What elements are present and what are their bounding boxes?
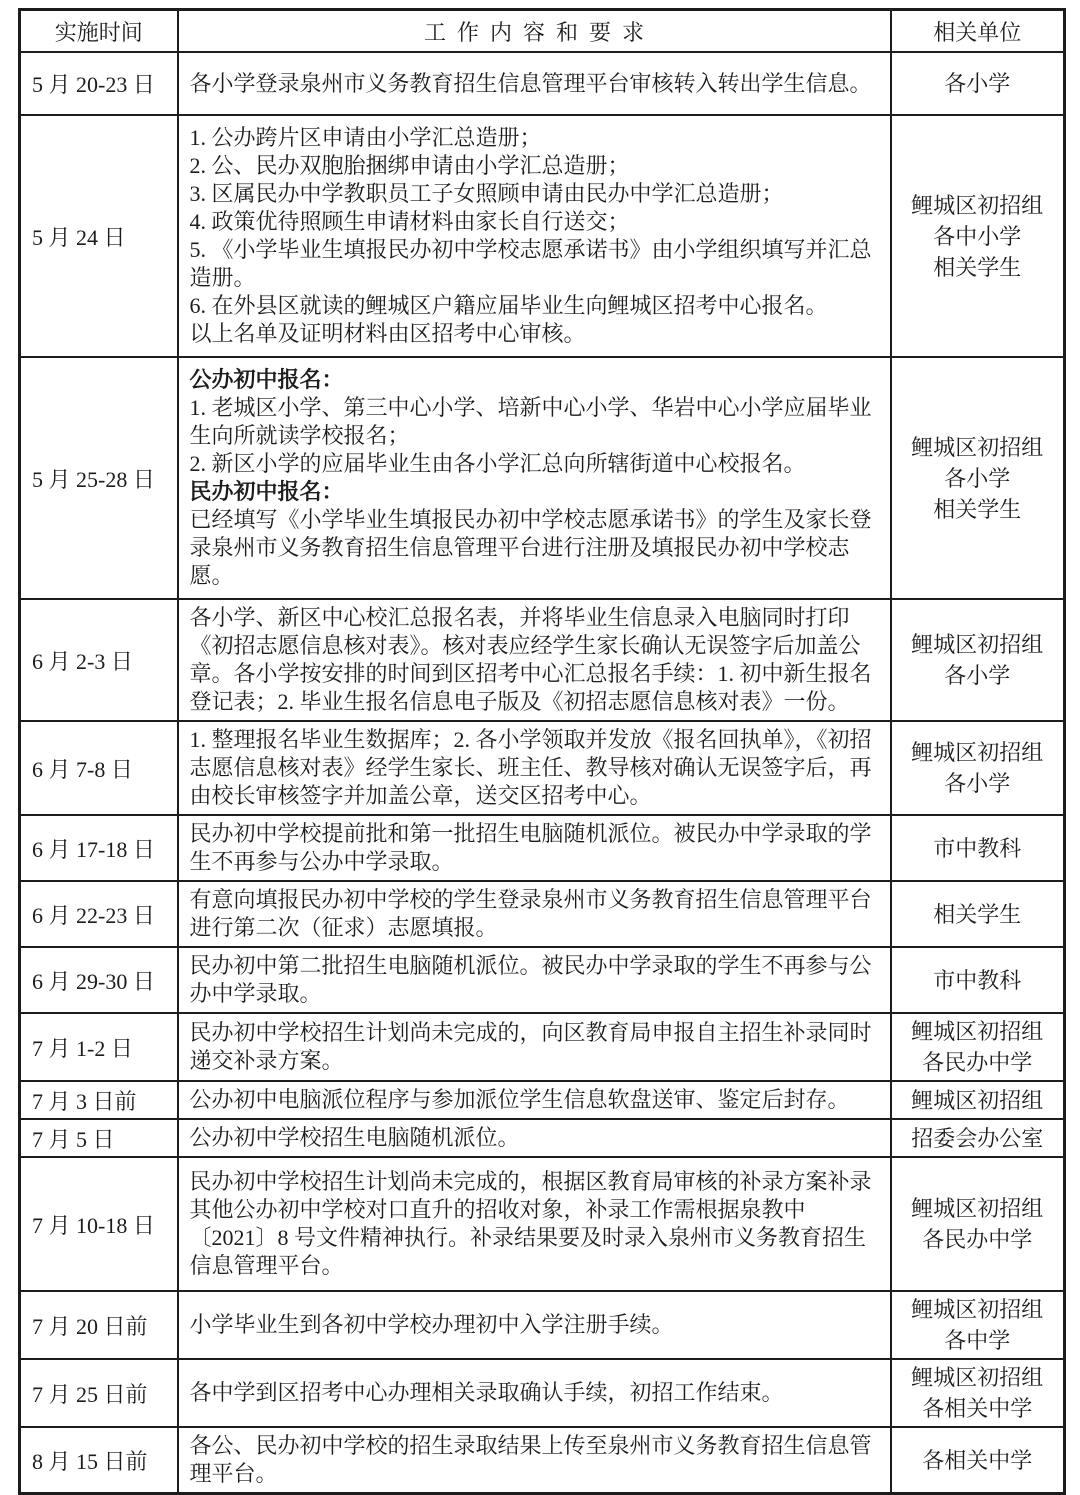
unit-line: 市中教科	[933, 967, 1022, 993]
content-paragraph: 5. 《小学毕业生填报民办初中学校志愿承诺书》由小学组织填写并汇总造册。	[189, 237, 872, 290]
unit-line: 鲤城区初招组	[911, 1019, 1044, 1044]
unit-line: 各小学	[944, 465, 1011, 491]
content-cell	[178, 881, 891, 947]
time-cell: 7 月 20 日前	[20, 1291, 178, 1359]
units-cell	[891, 52, 1065, 115]
units-cell	[891, 1157, 1065, 1291]
unit-line: 鲤城区初招组	[911, 1365, 1044, 1390]
units-cell	[891, 721, 1065, 815]
content-paragraph: 各小学、新区中心校汇总报名表，并将毕业生信息录入电脑同时打印《初招志愿信息核对表》。核对表应经学生家长确认无误签字后加盖公章。各小学按安排的时间到区招考中心汇总报名手续：1. 初中新生报名登记表；2. 毕业生报名信息电子版及《初招志愿信息核对表》一份。	[189, 605, 872, 714]
unit-line: 鲤城区初招组	[911, 1196, 1044, 1221]
units-cell	[891, 115, 1065, 357]
content-paragraph: 3. 区属民办中学教职员工子女照顾申请由民办中学汇总造册；	[189, 181, 784, 206]
content-cell	[178, 1427, 891, 1494]
units-cell	[891, 1119, 1065, 1157]
content-cell	[178, 721, 891, 815]
content-paragraph: 4. 政策优待照顾生申请材料由家长自行送交；	[189, 209, 630, 234]
unit-line: 鲤城区初招组	[911, 740, 1044, 765]
content-cell	[178, 52, 891, 115]
unit-line: 招委会办公室	[911, 1125, 1044, 1151]
unit-line: 鲤城区初招组	[911, 1297, 1044, 1322]
unit-line: 各民办中学	[922, 1050, 1033, 1075]
content-paragraph: 公办初中报名：	[189, 367, 344, 392]
time-cell: 7 月 10-18 日	[20, 1157, 178, 1291]
units-cell	[891, 599, 1065, 721]
time-cell: 6 月 2-3 日	[20, 599, 178, 721]
header-time: 实施时间	[20, 10, 178, 53]
time-cell: 6 月 29-30 日	[20, 947, 178, 1013]
content-paragraph: 民办初中学校招生计划尚未完成的，根据区教育局审核的补录方案补录其他公办初中学校对口直升的招收对象，补录工作需根据泉教中〔2021〕8 号文件精神执行。补录结果要及时录入泉州市义务教育招生信息管理平台。	[189, 1169, 872, 1278]
header-content: 工作内容和要求	[178, 10, 891, 53]
content-cell	[178, 599, 891, 721]
units-cell	[891, 1359, 1065, 1427]
content-paragraph: 已经填写《小学毕业生填报民办初中学校志愿承诺书》的学生及家长登录泉州市义务教育招生信息管理平台进行注册及填报民办初中学校志愿。	[189, 507, 872, 588]
content-paragraph: 公办初中电脑派位程序与参加派位学生信息软盘送审、鉴定后封存。	[189, 1087, 850, 1112]
content-paragraph: 6. 在外县区就读的鲤城区户籍应届毕业生向鲤城区招考中心报名。	[189, 293, 828, 318]
header-row	[20, 10, 1065, 53]
unit-line: 鲤城区初招组	[911, 192, 1044, 218]
content-paragraph: 民办初中报名：	[189, 479, 344, 504]
content-cell	[178, 115, 891, 357]
table-row	[20, 1081, 1065, 1119]
schedule-table-body	[20, 52, 1065, 1494]
table-row	[20, 815, 1065, 881]
units-cell	[891, 1291, 1065, 1359]
time-cell: 7 月 5 日	[20, 1119, 178, 1157]
units-cell	[891, 881, 1065, 947]
content-cell	[178, 1291, 891, 1359]
unit-line: 鲤城区初招组	[911, 1087, 1044, 1113]
content-paragraph: 1. 老城区小学、第三中心小学、培新中心小学、华岩中心小学应届毕业生向所就读学校报名；	[189, 395, 872, 448]
table-row	[20, 1013, 1065, 1081]
content-paragraph: 民办初中学校提前批和第一批招生电脑随机派位。被民办中学录取的学生不再参与公办中学录取。	[189, 821, 872, 874]
content-paragraph: 2. 新区小学的应届毕业生由各小学汇总向所辖街道中心校报名。	[189, 451, 806, 476]
unit-line: 各相关中学	[922, 1396, 1033, 1421]
time-cell: 7 月 25 日前	[20, 1359, 178, 1427]
content-paragraph: 1. 公办跨片区申请由小学汇总造册；	[189, 125, 542, 150]
unit-line: 鲤城区初招组	[911, 434, 1044, 460]
table-row	[20, 1291, 1065, 1359]
content-cell	[178, 1081, 891, 1119]
units-cell	[891, 1427, 1065, 1494]
content-paragraph: 民办初中学校招生计划尚未完成的，向区教育局申报自主招生补录同时递交补录方案。	[189, 1020, 872, 1073]
unit-line: 各小学	[944, 71, 1011, 96]
content-paragraph: 各小学登录泉州市义务教育招生信息管理平台审核转入转出学生信息。	[189, 70, 872, 96]
time-cell: 5 月 25-28 日	[20, 357, 178, 599]
table-row	[20, 115, 1065, 357]
content-paragraph: 以上名单及证明材料由区招考中心审核。	[189, 321, 586, 346]
content-cell	[178, 1119, 891, 1157]
enrollment-schedule-table	[18, 8, 1066, 1495]
time-cell: 6 月 7-8 日	[20, 721, 178, 815]
time-cell: 7 月 1-2 日	[20, 1013, 178, 1081]
time-cell: 6 月 22-23 日	[20, 881, 178, 947]
header-units: 相关单位	[891, 10, 1065, 53]
table-row	[20, 357, 1065, 599]
table-row	[20, 599, 1065, 721]
content-cell	[178, 1359, 891, 1427]
time-cell: 5 月 24 日	[20, 115, 178, 357]
content-cell	[178, 1157, 891, 1291]
units-cell	[891, 815, 1065, 881]
table-row	[20, 1427, 1065, 1494]
unit-line: 各小学	[944, 771, 1011, 796]
unit-line: 市中教科	[933, 835, 1022, 861]
time-cell: 8 月 15 日前	[20, 1427, 178, 1494]
unit-line: 各中学	[944, 1328, 1011, 1353]
content-paragraph: 有意向填报民办初中学校的学生登录泉州市义务教育招生信息管理平台进行第二次（征求）志愿填报。	[189, 887, 872, 940]
unit-line: 相关学生	[933, 496, 1022, 522]
unit-line: 各小学	[944, 663, 1011, 688]
unit-line: 各民办中学	[922, 1227, 1033, 1252]
table-row	[20, 52, 1065, 115]
unit-line: 相关学生	[933, 254, 1022, 280]
table-row	[20, 721, 1065, 815]
content-paragraph: 1. 整理报名毕业生数据库；2. 各小学领取并发放《报名回执单》，《初招志愿信息核对表》经学生家长、班主任、教导核对确认无误签字后，再由校长审核签字并加盖公章，送交区招考中心。	[189, 727, 872, 808]
table-row	[20, 1359, 1065, 1427]
time-cell: 7 月 3 日前	[20, 1081, 178, 1119]
content-paragraph: 2. 公、民办双胞胎捆绑申请由小学汇总造册；	[189, 153, 630, 178]
units-cell	[891, 1081, 1065, 1119]
table-row	[20, 947, 1065, 1013]
content-paragraph: 民办初中第二批招生电脑随机派位。被民办中学录取的学生不再参与公办中学录取。	[189, 953, 872, 1006]
content-paragraph: 各中学到区招考中心办理相关录取确认手续，初招工作结束。	[189, 1380, 784, 1405]
content-cell	[178, 947, 891, 1013]
content-paragraph: 小学毕业生到各初中学校办理初中入学注册手续。	[189, 1312, 674, 1337]
table-row	[20, 1119, 1065, 1157]
unit-line: 各中小学	[933, 223, 1022, 249]
unit-line: 相关学生	[933, 901, 1022, 927]
time-cell: 6 月 17-18 日	[20, 815, 178, 881]
content-paragraph: 公办初中学校招生电脑随机派位。	[189, 1125, 520, 1150]
content-cell	[178, 815, 891, 881]
units-cell	[891, 1013, 1065, 1081]
unit-line: 各相关中学	[922, 1447, 1033, 1473]
content-cell	[178, 1013, 891, 1081]
table-row	[20, 1157, 1065, 1291]
unit-line: 鲤城区初招组	[911, 632, 1044, 657]
table-row	[20, 881, 1065, 947]
units-cell	[891, 357, 1065, 599]
units-cell	[891, 947, 1065, 1013]
content-cell	[178, 357, 891, 599]
content-paragraph: 各公、民办初中学校的招生录取结果上传至泉州市义务教育招生信息管理平台。	[189, 1433, 872, 1486]
time-cell: 5 月 20-23 日	[20, 52, 178, 115]
